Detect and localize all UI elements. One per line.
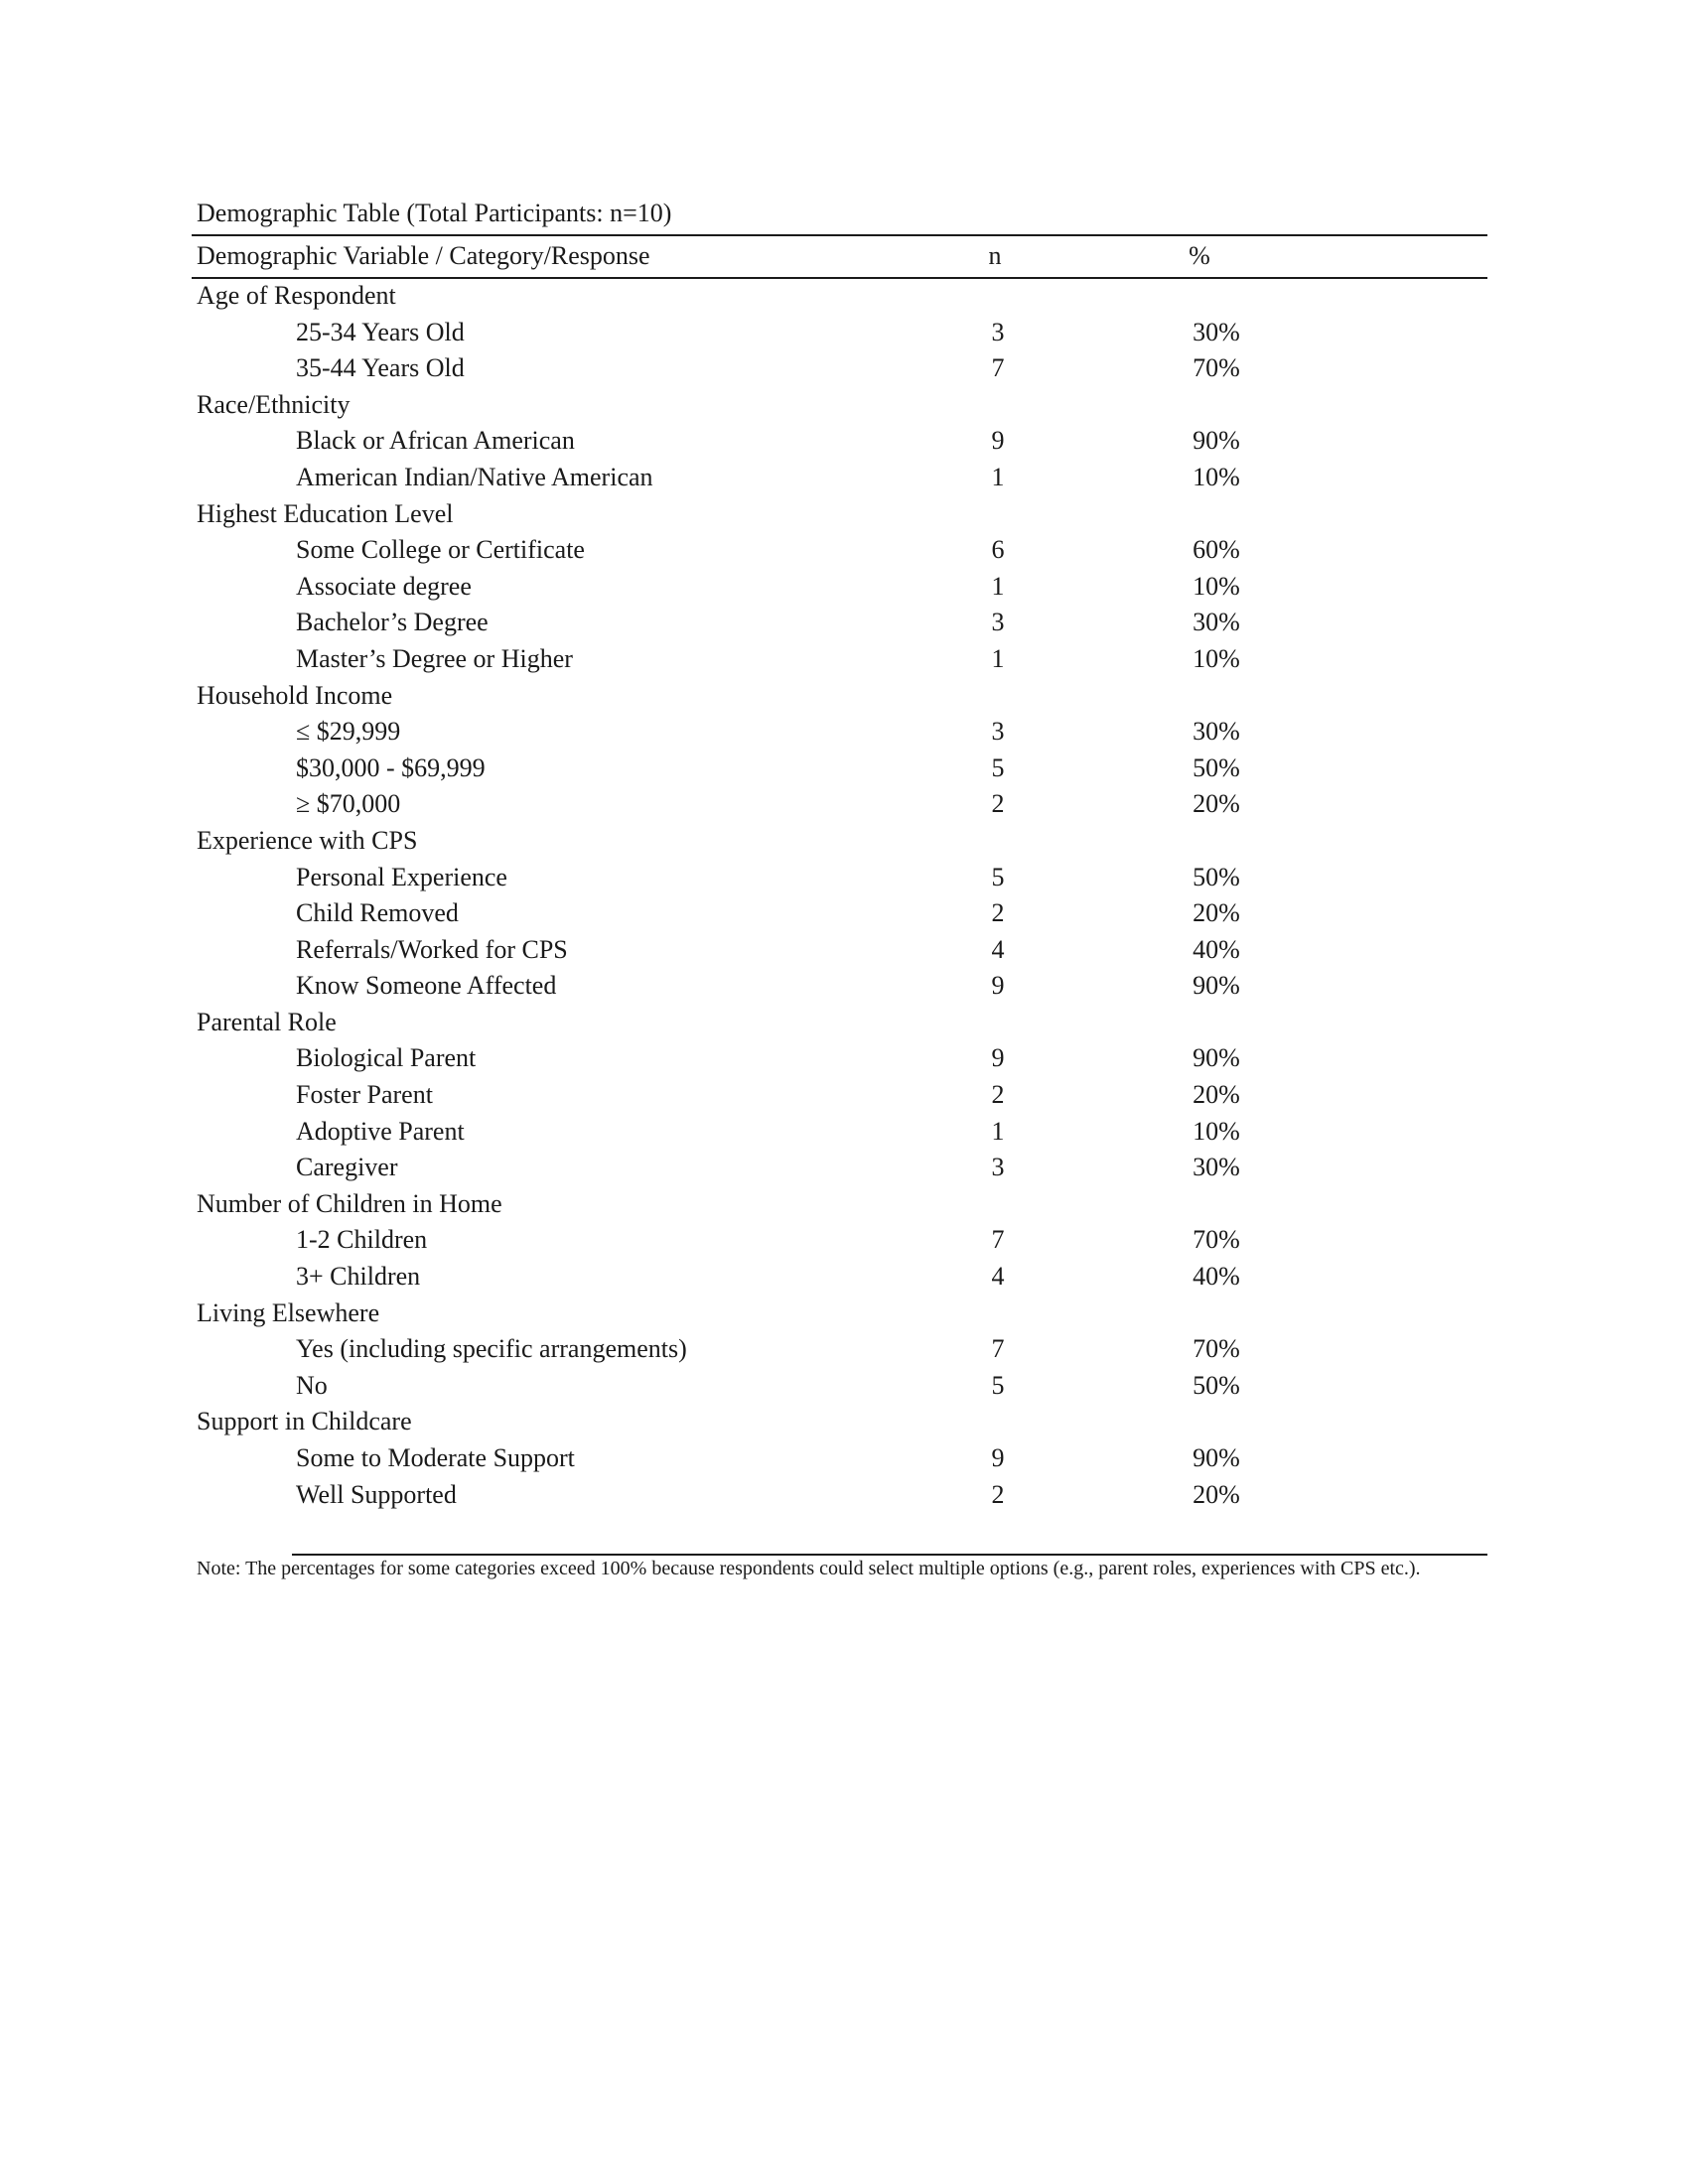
response-label: American Indian/Native American bbox=[296, 462, 653, 491]
percent-cell: 90% bbox=[1193, 426, 1240, 456]
percent-cell: 50% bbox=[1193, 752, 1240, 782]
count-cell: 9 bbox=[991, 1043, 1005, 1073]
table-row bbox=[0, 460, 1688, 496]
percent-cell: 40% bbox=[1193, 1262, 1240, 1292]
percent-cell: 90% bbox=[1193, 1443, 1240, 1472]
count-cell: 9 bbox=[991, 1443, 1005, 1472]
count-cell: 7 bbox=[991, 353, 1005, 383]
response-label: Caregiver bbox=[296, 1153, 398, 1182]
response-label: 35-44 Years Old bbox=[296, 353, 465, 383]
table-row bbox=[0, 1477, 1688, 1514]
category-label: Race/Ethnicity bbox=[197, 389, 351, 419]
table-row bbox=[0, 751, 1688, 787]
count-cell: 7 bbox=[991, 1334, 1005, 1364]
percent-cell: 10% bbox=[1193, 1116, 1240, 1146]
table-row bbox=[0, 605, 1688, 641]
percent-cell: 90% bbox=[1193, 1043, 1240, 1073]
response-label: Know Someone Affected bbox=[296, 971, 557, 1001]
table-row bbox=[0, 860, 1688, 896]
response-label: Well Supported bbox=[296, 1479, 457, 1509]
table-row bbox=[0, 895, 1688, 932]
percent-cell: 30% bbox=[1193, 717, 1240, 747]
table-category-row bbox=[0, 678, 1688, 715]
response-label: Associate degree bbox=[296, 571, 472, 601]
table-row bbox=[0, 1259, 1688, 1296]
response-label: Biological Parent bbox=[296, 1043, 477, 1073]
count-cell: 2 bbox=[991, 898, 1005, 928]
table-row bbox=[0, 1368, 1688, 1405]
count-cell: 1 bbox=[991, 643, 1005, 673]
table-category-row bbox=[0, 278, 1688, 315]
table-category-row bbox=[0, 1186, 1688, 1223]
table-top-rule bbox=[192, 234, 1487, 236]
count-cell: 3 bbox=[991, 608, 1005, 637]
category-label: Highest Education Level bbox=[197, 498, 454, 528]
percent-cell: 60% bbox=[1193, 535, 1240, 565]
table-row bbox=[0, 423, 1688, 460]
percent-cell: 10% bbox=[1193, 462, 1240, 491]
response-label: Adoptive Parent bbox=[296, 1116, 465, 1146]
response-label: Child Removed bbox=[296, 898, 459, 928]
response-label: 25-34 Years Old bbox=[296, 317, 465, 346]
count-cell: 2 bbox=[991, 1479, 1005, 1509]
table-row bbox=[0, 932, 1688, 969]
percent-cell: 70% bbox=[1193, 1225, 1240, 1255]
category-label: Support in Childcare bbox=[197, 1407, 412, 1436]
response-label: 1-2 Children bbox=[296, 1225, 428, 1255]
response-label: Foster Parent bbox=[296, 1080, 433, 1110]
percent-cell: 10% bbox=[1193, 643, 1240, 673]
table-row bbox=[0, 714, 1688, 751]
response-label: Black or African American bbox=[296, 426, 575, 456]
count-cell: 1 bbox=[991, 462, 1005, 491]
count-cell: 2 bbox=[991, 789, 1005, 819]
header-variable: Demographic Variable / Category/Response bbox=[197, 241, 650, 270]
response-label: Personal Experience bbox=[296, 862, 507, 891]
count-cell: 2 bbox=[991, 1080, 1005, 1110]
percent-cell: 50% bbox=[1193, 1370, 1240, 1400]
table-row bbox=[0, 532, 1688, 569]
percent-cell: 90% bbox=[1193, 971, 1240, 1001]
count-cell: 9 bbox=[991, 971, 1005, 1001]
table-note: Note: The percentages for some categories exceed 100% because respondents could select multiple options (e.g., parent roles, experiences with CPS etc.). bbox=[197, 1558, 1421, 1579]
percent-cell: 70% bbox=[1193, 353, 1240, 383]
response-label: ≥ $70,000 bbox=[296, 789, 401, 819]
table-row bbox=[0, 1222, 1688, 1259]
category-label: Parental Role bbox=[197, 1007, 337, 1036]
percent-cell: 30% bbox=[1193, 608, 1240, 637]
percent-cell: 20% bbox=[1193, 898, 1240, 928]
table-category-row bbox=[0, 1404, 1688, 1440]
percent-cell: 10% bbox=[1193, 571, 1240, 601]
table-row bbox=[0, 1040, 1688, 1077]
table-row bbox=[0, 1331, 1688, 1368]
category-label: Household Income bbox=[197, 680, 393, 710]
percent-cell: 20% bbox=[1193, 1080, 1240, 1110]
percent-cell: 30% bbox=[1193, 1153, 1240, 1182]
table-category-row bbox=[0, 1296, 1688, 1332]
count-cell: 4 bbox=[991, 934, 1005, 964]
table-row bbox=[0, 569, 1688, 606]
response-label: $30,000 - $69,999 bbox=[296, 752, 486, 782]
count-cell: 4 bbox=[991, 1262, 1005, 1292]
header-n: n bbox=[988, 241, 1002, 270]
count-cell: 5 bbox=[991, 862, 1005, 891]
count-cell: 5 bbox=[991, 752, 1005, 782]
percent-cell: 20% bbox=[1193, 1479, 1240, 1509]
count-cell: 6 bbox=[991, 535, 1005, 565]
response-label: Some to Moderate Support bbox=[296, 1443, 575, 1472]
percent-cell: 30% bbox=[1193, 317, 1240, 346]
count-cell: 3 bbox=[991, 717, 1005, 747]
table-body bbox=[0, 278, 1688, 1513]
response-label: Referrals/Worked for CPS bbox=[296, 934, 568, 964]
table-category-row bbox=[0, 387, 1688, 424]
table-row bbox=[0, 968, 1688, 1005]
response-label: ≤ $29,999 bbox=[296, 717, 401, 747]
table-row bbox=[0, 1077, 1688, 1114]
count-cell: 3 bbox=[991, 1153, 1005, 1182]
response-label: Master’s Degree or Higher bbox=[296, 643, 573, 673]
table-row bbox=[0, 641, 1688, 678]
table-row bbox=[0, 1150, 1688, 1186]
table-row bbox=[0, 786, 1688, 823]
category-label: Experience with CPS bbox=[197, 825, 418, 855]
count-cell: 1 bbox=[991, 1116, 1005, 1146]
response-label: No bbox=[296, 1370, 328, 1400]
percent-cell: 40% bbox=[1193, 934, 1240, 964]
response-label: Some College or Certificate bbox=[296, 535, 585, 565]
table-header-row bbox=[0, 238, 1688, 274]
response-label: Bachelor’s Degree bbox=[296, 608, 489, 637]
response-label: Yes (including specific arrangements) bbox=[296, 1334, 687, 1364]
category-label: Age of Respondent bbox=[197, 281, 396, 310]
table-row bbox=[0, 1114, 1688, 1151]
response-label: 3+ Children bbox=[296, 1262, 421, 1292]
table-row bbox=[0, 1440, 1688, 1477]
table-row bbox=[0, 315, 1688, 351]
table-row bbox=[0, 350, 1688, 387]
count-cell: 3 bbox=[991, 317, 1005, 346]
table-category-row bbox=[0, 496, 1688, 533]
count-cell: 7 bbox=[991, 1225, 1005, 1255]
count-cell: 9 bbox=[991, 426, 1005, 456]
count-cell: 1 bbox=[991, 571, 1005, 601]
table-category-row bbox=[0, 823, 1688, 860]
category-label: Number of Children in Home bbox=[197, 1188, 502, 1218]
percent-cell: 70% bbox=[1193, 1334, 1240, 1364]
category-label: Living Elsewhere bbox=[197, 1297, 380, 1327]
count-cell: 5 bbox=[991, 1370, 1005, 1400]
table-category-row bbox=[0, 1005, 1688, 1041]
header-percent: % bbox=[1189, 241, 1210, 270]
percent-cell: 20% bbox=[1193, 789, 1240, 819]
percent-cell: 50% bbox=[1193, 862, 1240, 891]
table-caption: Demographic Table (Total Participants: n=10) bbox=[197, 199, 672, 227]
